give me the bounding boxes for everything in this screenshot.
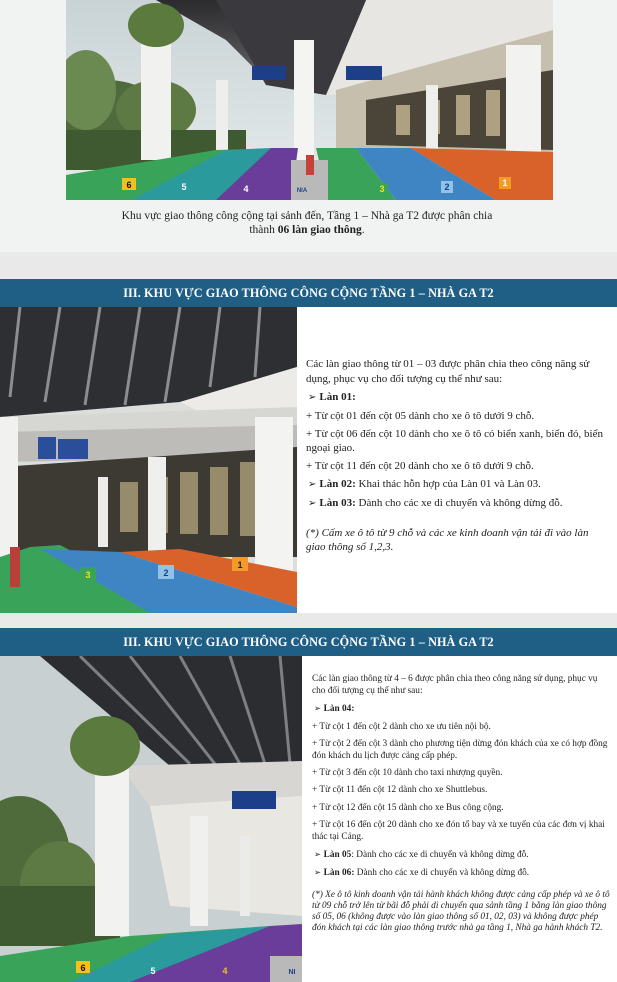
lane-05-heading: Làn 05 bbox=[323, 850, 352, 861]
lane-04-item-1: + Từ cột 1 đến cột 2 dành cho xe ưu tiên nội bộ. bbox=[312, 721, 610, 733]
lane-04-heading-label: Làn 04: bbox=[323, 704, 355, 715]
caption-line-2 bbox=[66, 223, 548, 237]
sign-text: NI bbox=[288, 969, 296, 976]
lane-06-text: Dành cho các xe di chuyển và không dừng đỗ. bbox=[354, 868, 530, 879]
lane-label-4: 4 bbox=[222, 966, 228, 976]
lane-01-item-3: + Từ cột 11 đến cột 20 dành cho xe ô tô dưới 9 chỗ. bbox=[306, 459, 610, 474]
terminal-photo-overview bbox=[66, 0, 553, 200]
panel-lanes-4-6 bbox=[0, 628, 617, 982]
lanes-1-3-description bbox=[306, 357, 610, 558]
lane-03-text: Dành cho các xe di chuyển và không dừng đỗ. bbox=[355, 497, 563, 509]
panel-lanes-1-3 bbox=[0, 279, 617, 613]
lane-04-item-6: + Từ cột 16 đến cột 20 dành cho xe đón tổ bay và xe tuyến của các đơn vị khai thác tại Cảng. bbox=[312, 819, 610, 843]
lane-02-rule bbox=[306, 477, 610, 493]
lane-label-1: 1 bbox=[237, 560, 243, 570]
note-text: (*) Xe ô tô kinh doanh vận tải hành khách không được cảng cấp phép và xe ô tô từ 09 chỗ trở lên từ bãi đỗ phải di chuyển qua sảnh tầng 1 bằng làn giao thông số 05, 06 (không được vào làn giao thông số 01, 02, 03) và không được phép đón khách tại các làn giao thông trước nhà ga tầng 1, Nhà ga hành khách T2. bbox=[312, 889, 610, 934]
lane-04-heading bbox=[312, 702, 610, 715]
lane-02-text: Khai thác hỗn hợp của Làn 01 và Làn 03. bbox=[355, 478, 541, 490]
section-title: III. KHU VỰC GIAO THÔNG CÔNG CỘNG TẦNG 1 – NHÀ GA T2 bbox=[0, 279, 617, 307]
lane-label-4: 4 bbox=[243, 184, 249, 194]
intro-text: Các làn giao thông từ 01 – 03 được phân chia theo công năng sử dụng, phục vụ cho đối tượng cụ thể như sau: bbox=[306, 358, 590, 385]
lane-01-heading-label: Làn 01: bbox=[319, 390, 356, 403]
caption-bold: 06 làn giao thông bbox=[277, 224, 362, 236]
lane-label-3: 3 bbox=[85, 570, 91, 580]
lane-03-heading: Làn 03: bbox=[319, 497, 356, 509]
lane-label-6: 6 bbox=[80, 963, 86, 973]
lane-05-text: : Dành cho các xe di chuyển và không dừng đỗ. bbox=[351, 850, 529, 861]
lane-04-item-3: + Từ cột 3 đến cột 10 dành cho taxi nhượng quyền. bbox=[312, 767, 610, 779]
panel-lanes-overview bbox=[0, 0, 617, 252]
lane-02-heading: Làn 02: bbox=[319, 478, 356, 490]
lane-label-2: 2 bbox=[444, 182, 450, 192]
lane-03-rule bbox=[306, 496, 610, 512]
section-title: III. KHU VỰC GIAO THÔNG CÔNG CỘNG TẦNG 1 – NHÀ GA T2 bbox=[0, 628, 617, 656]
lane-label-3: 3 bbox=[379, 184, 385, 194]
caption-prefix: thành bbox=[249, 224, 278, 236]
caption-line-1: Khu vực giao thông công cộng tại sảnh đến, Tầng 1 – Nhà ga T2 được phân chia bbox=[121, 210, 493, 222]
lane-01-item-1: + Từ cột 01 đến cột 05 dành cho xe ô tô dưới 9 chỗ. bbox=[306, 409, 610, 424]
caption-suffix: . bbox=[361, 224, 365, 236]
sign-text: NIA bbox=[296, 188, 308, 194]
lane-label-1: 1 bbox=[502, 178, 508, 188]
terminal-photo-lanes-4-6 bbox=[0, 656, 302, 982]
lane-04-item-4: + Từ cột 11 đến cột 12 dành cho xe Shuttlebus. bbox=[312, 784, 610, 796]
intro-text: Các làn giao thông từ 4 – 6 được phân chia theo công năng sử dụng, phục vụ cho đối tượng cụ thể như sau: bbox=[312, 674, 598, 697]
lane-06-rule bbox=[312, 866, 610, 879]
lane-01-heading bbox=[306, 390, 610, 406]
lane-label-6: 6 bbox=[126, 180, 132, 190]
lane-04-item-5: + Từ cột 12 đến cột 15 dành cho xe Bus công cộng. bbox=[312, 802, 610, 814]
photo-caption bbox=[66, 209, 548, 237]
lane-05-rule bbox=[312, 848, 610, 861]
note-text: (*) Cấm xe ô tô từ 9 chỗ và các xe kinh doanh vận tải đi vào làn giao thông số 1,2,3. bbox=[306, 526, 589, 553]
lane-label-2: 2 bbox=[163, 568, 169, 578]
lane-label-5: 5 bbox=[181, 182, 187, 192]
lane-04-item-2: + Từ cột 2 đến cột 3 dành cho phương tiện dừng đón khách của xe có hợp đồng đón khách du lịch được cảng cấp phép. bbox=[312, 738, 610, 762]
lane-01-item-2: + Từ cột 06 đến cột 10 dành cho xe ô tô có biển xanh, biển đỏ, biển ngoại giao. bbox=[306, 427, 610, 456]
lane-label-5: 5 bbox=[150, 966, 156, 976]
lanes-4-6-description bbox=[312, 673, 610, 939]
terminal-photo-lanes-1-3 bbox=[0, 307, 297, 613]
lane-06-heading: Làn 06: bbox=[323, 868, 355, 879]
